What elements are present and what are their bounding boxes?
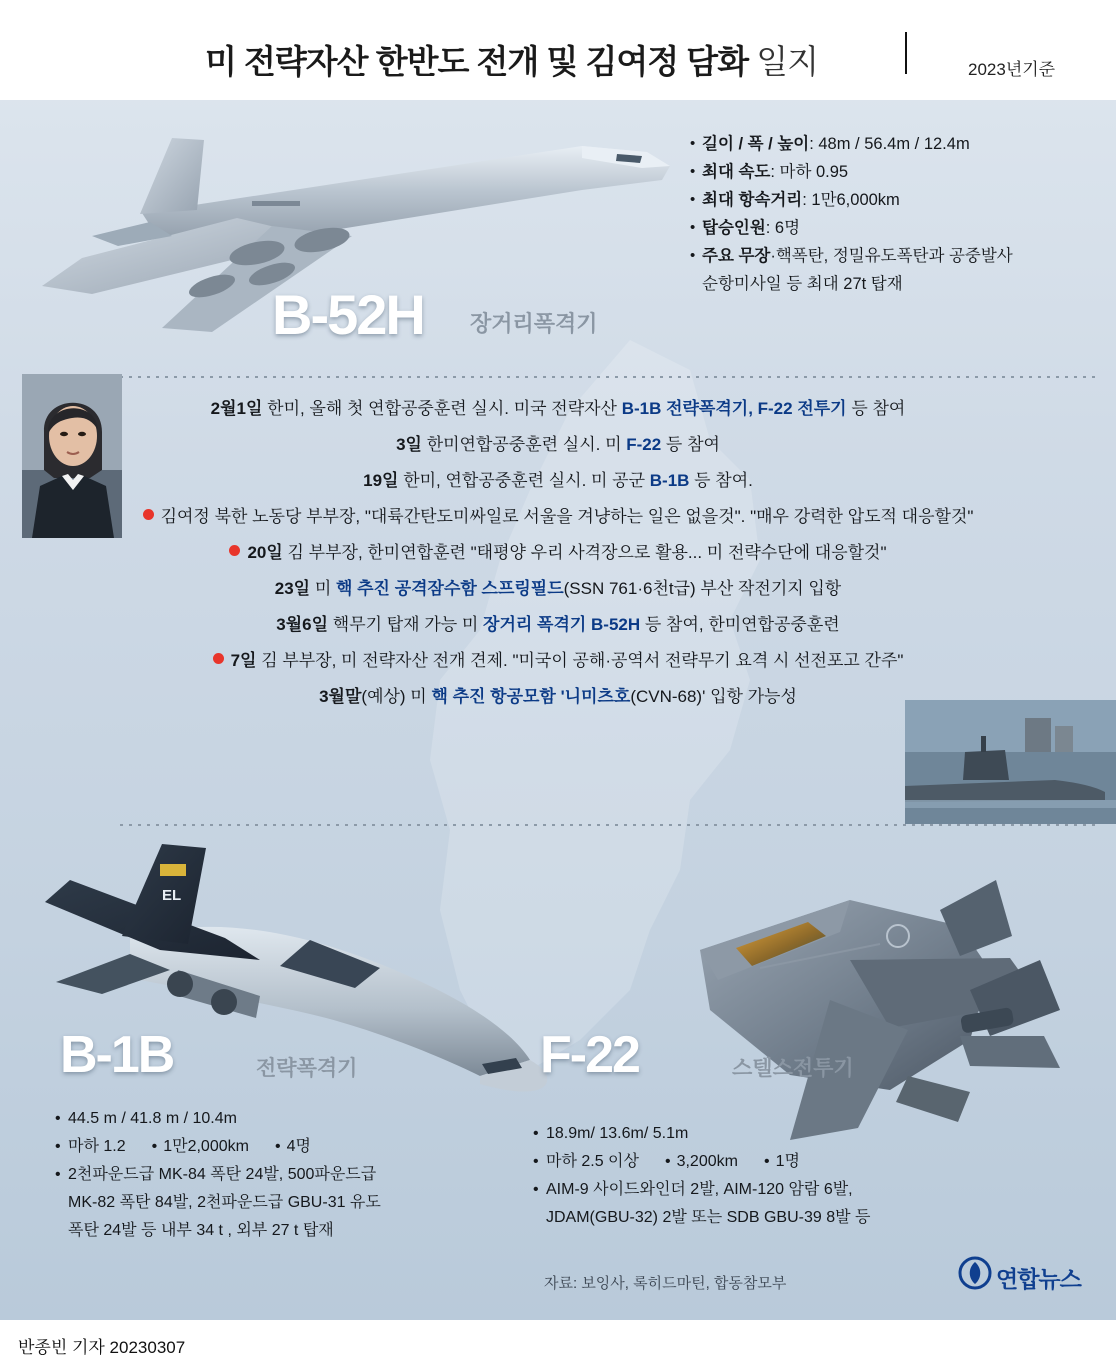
timeline-row bbox=[0, 398, 1116, 420]
timeline-list bbox=[0, 398, 1116, 722]
b1b-range: 1만2,000km bbox=[163, 1138, 249, 1155]
timeline-row bbox=[0, 686, 1116, 708]
page-title bbox=[205, 36, 818, 83]
b52h-spec-item bbox=[690, 242, 1110, 270]
b52h-subtitle-label: 장거리폭격기 bbox=[470, 311, 598, 336]
b52h-spec-item bbox=[690, 158, 1110, 186]
timeline-text: 등 참여, 한미연합공중훈련 bbox=[640, 615, 840, 634]
timeline-date: 3일 bbox=[396, 435, 427, 454]
timeline-date: 20일 bbox=[247, 543, 288, 562]
f22-spec-list bbox=[533, 1120, 1053, 1232]
timeline-text: 김 부부장, 미 전략자산 전개 견제. "미국이 공해·공역서 전략무기 요격 시 선전포고 간주" bbox=[261, 651, 904, 670]
f22-performance: • 마하 2.5 이상 • 3,200km • 1명 bbox=[533, 1148, 1053, 1176]
f22-range: 3,200km bbox=[676, 1153, 738, 1170]
timeline-date: 3월말 bbox=[319, 687, 362, 706]
b52h-spec-item bbox=[690, 186, 1110, 214]
timeline-row bbox=[0, 506, 1116, 528]
b52h-spec-value: : 6명 bbox=[765, 219, 801, 237]
timeline-text: 김 부부장, 한미연합훈련 "태평양 우리 사격장으로 활용... 미 전략수단에 대응할것" bbox=[287, 543, 887, 562]
b52h-spec-value: : 마하 0.95 bbox=[770, 163, 849, 181]
timeline-date: 2월1일 bbox=[210, 399, 268, 418]
timeline-highlight: 핵 추진 공격잠수함 스프링필드 bbox=[335, 579, 564, 598]
timeline-date: 19일 bbox=[363, 471, 404, 490]
page-title-mid: 한반도 전개 및 김여정 담화 bbox=[375, 43, 757, 80]
b52h-spec-item bbox=[690, 214, 1110, 242]
f22-subtitle-label: 스텔스전투기 bbox=[732, 1057, 854, 1080]
title-divider bbox=[905, 32, 907, 74]
timeline-text: 한미, 연합공중훈련 실시. 미 공군 bbox=[403, 471, 650, 490]
timeline-highlight: 핵 추진 항공모함 '니미츠호 bbox=[431, 687, 631, 706]
b52h-spec-item bbox=[690, 130, 1110, 158]
timeline-row bbox=[0, 542, 1116, 564]
source-note: 자료: 보잉사, 록히드마틴, 합동참모부 bbox=[544, 1275, 787, 1292]
timeline-text: 등 참여 bbox=[661, 435, 720, 454]
timeline-date: 3월6일 bbox=[276, 615, 333, 634]
b52h-spec-continuation: 순항미사일 등 최대 27t 탑재 bbox=[702, 275, 903, 293]
timeline-text: 등 참여. bbox=[689, 471, 753, 490]
b52h-spec-value: ·핵폭탄, 정밀유도폭탄과 공중발사 bbox=[770, 247, 1013, 265]
b1b-performance: • 마하 1.2 • 1만2,000km • 4명 bbox=[55, 1133, 555, 1161]
timeline-highlight: B-1B 전략폭격기, F-22 전투기 bbox=[621, 399, 847, 418]
byline: 반종빈 기자 20230307 bbox=[18, 1338, 186, 1357]
b52h-spec-label: 최대 항속거리 bbox=[702, 191, 803, 209]
timeline-row bbox=[0, 614, 1116, 636]
year-note: 2023년기준 bbox=[968, 60, 1056, 79]
timeline-text: 등 참여 bbox=[846, 399, 906, 418]
timeline-text: 핵무기 탑재 가능 미 bbox=[332, 615, 484, 634]
timeline-text: 미 bbox=[314, 579, 336, 598]
f22-armament-line2: JDAM(GBU-32) 2발 또는 SDB GBU-39 8발 등 bbox=[546, 1209, 871, 1226]
timeline-text: 한미, 올해 첫 연합공중훈련 실시. 미국 전략자산 bbox=[267, 399, 622, 418]
b1b-spec-list bbox=[55, 1105, 555, 1245]
b52h-spec-value: : 48m / 56.4m / 12.4m bbox=[809, 135, 970, 153]
red-dot-icon bbox=[143, 509, 154, 520]
b1b-speed: 마하 1.2 bbox=[68, 1138, 126, 1155]
timeline-text: 한미연합공중훈련 실시. 미 bbox=[426, 435, 627, 454]
timeline-text: (예상) 미 bbox=[361, 687, 432, 706]
b1b-name-label: B-1B bbox=[60, 1026, 174, 1084]
f22-name-label: F-22 bbox=[540, 1026, 639, 1084]
timeline-highlight: 장거리 폭격기 B-52H bbox=[483, 615, 641, 634]
divider-top bbox=[120, 376, 1100, 378]
svg-text:EL: EL bbox=[162, 887, 182, 904]
b1b-crew: 4명 bbox=[286, 1138, 311, 1155]
red-dot-icon bbox=[229, 545, 240, 556]
b1b-armament-line2: MK-82 폭탄 84발, 2천파운드급 GBU-31 유도 bbox=[68, 1194, 381, 1211]
b1b-armament: • 2천파운드급 MK-84 폭탄 24발, 500파운드급 bbox=[55, 1161, 555, 1189]
timeline-highlight: B-1B bbox=[649, 471, 690, 490]
f22-dimensions: • 18.9m/ 13.6m/ 5.1m bbox=[533, 1120, 1053, 1148]
page-title-bold: 미 전략자산 bbox=[205, 43, 376, 80]
timeline-row bbox=[0, 650, 1116, 672]
page-title-light: 일지 bbox=[756, 43, 819, 80]
red-dot-icon bbox=[213, 653, 224, 664]
timeline-text: (CVN-68)' 입항 가능성 bbox=[630, 687, 797, 706]
timeline-text: (SSN 761·6천t급) 부산 작전기지 입항 bbox=[563, 579, 842, 598]
timeline-date: 23일 bbox=[274, 579, 315, 598]
b52h-spec-list bbox=[690, 130, 1110, 298]
b52h-spec-value: : 1만6,000km bbox=[802, 191, 900, 209]
yonhap-logo-text: 연합뉴스 bbox=[996, 1266, 1081, 1292]
b1b-armament-line3: 폭탄 24발 등 내부 34 t , 외부 27 t 탑재 bbox=[68, 1222, 334, 1239]
b52h-name-label: B-52H bbox=[272, 283, 424, 346]
timeline-date: 7일 bbox=[230, 651, 262, 670]
b52h-spec-label: 길이 / 폭 / 높이 bbox=[702, 135, 810, 153]
b52h-spec-label: 주요 무장 bbox=[702, 247, 771, 265]
b1b-dimensions: • 44.5 m / 41.8 m / 10.4m bbox=[55, 1105, 555, 1133]
b1b-subtitle-label: 전략폭격기 bbox=[256, 1057, 358, 1080]
f22-crew: 1명 bbox=[775, 1153, 800, 1170]
timeline-text: 김여정 북한 노동당 부부장, "대륙간탄도미싸일로 서울을 겨냥하는 일은 없을것". "매우 강력한 압도적 대응할것" bbox=[160, 507, 974, 526]
timeline-row bbox=[0, 470, 1116, 492]
timeline-row bbox=[0, 434, 1116, 456]
timeline-row bbox=[0, 578, 1116, 600]
b52h-spec-label: 최대 속도 bbox=[702, 163, 771, 181]
f22-armament: • AIM-9 사이드와인더 2발, AIM-120 암람 6발, bbox=[533, 1176, 1053, 1204]
f22-speed: 마하 2.5 이상 bbox=[546, 1153, 639, 1170]
b52h-spec-label: 탑승인원 bbox=[702, 219, 766, 237]
timeline-highlight: F-22 bbox=[626, 435, 662, 454]
